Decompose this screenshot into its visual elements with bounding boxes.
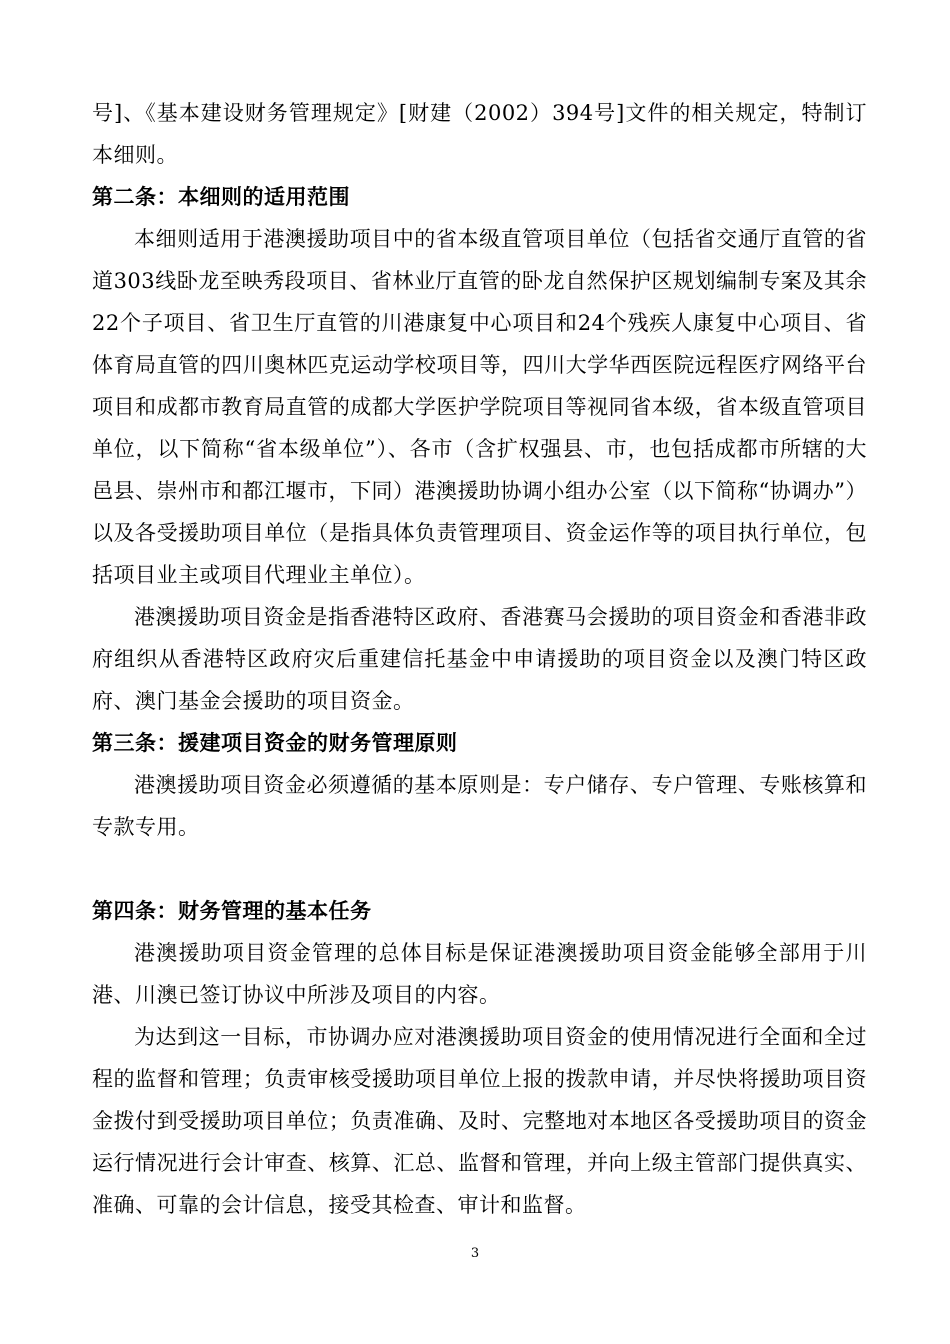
paragraph-intro-continuation: 号]、《基本建设财务管理规定》[财建（2002）394号]文件的相关规定，特制订本细则。 <box>92 101 867 167</box>
article-4-paragraph-goal: 港澳援助项目资金管理的总体目标是保证港澳援助项目资金能够全部用于川港、川澳已签订协议中所涉及项目的内容。 <box>92 941 867 1007</box>
page-number: 3 <box>470 1246 480 1261</box>
article-2-paragraph-scope: 本细则适用于港澳援助项目中的省本级直管项目单位（包括省交通厅直管的省道303线卧龙至映秀段项目、省林业厅直管的卧龙自然保护区规划编制专案及其余22个子项目、省卫生厅直管的川港康复中心项目和24个残疾人康复中心项目、省体育局直管的四川奥林匹克运动学校项目等，四川大学华西医院远程医疗网络平台项目和成都市教育局直管的成都大学医护学院项目等视同省本级，省本级直管项目单位，以下简称“省本级单位”）、各市（含扩权强县、市，也包括成都市所辖的大邑县、崇州市和都江堰市，下同）港澳援助协调小组办公室（以下简称“协调办”）以及各受援助项目单位（是指具体负责管理项目、资金运作等的项目执行单位，包括项目业主或项目代理业主单位）。 <box>92 227 867 587</box>
article-4-heading: 第四条：财务管理的基本任务 <box>92 898 372 923</box>
article-2-paragraph-funds-definition: 港澳援助项目资金是指香港特区政府、香港赛马会援助的项目资金和香港非政府组织从香港特区政府灾后重建信托基金中申请援助的项目资金以及澳门特区政府、澳门基金会援助的项目资金。 <box>92 605 867 713</box>
article-3-heading: 第三条：援建项目资金的财务管理原则 <box>92 730 458 755</box>
blank-line <box>92 848 867 890</box>
document-body <box>92 92 867 1226</box>
article-3-paragraph-principles: 港澳援助项目资金必须遵循的基本原则是：专户储存、专户管理、专账核算和专款专用。 <box>92 773 867 839</box>
article-4-paragraph-duties: 为达到这一目标，市协调办应对港澳援助项目资金的使用情况进行全面和全过程的监督和管理；负责审核受援助项目单位上报的拨款申请，并尽快将援助项目资金拨付到受援助项目单位；负责准确、及时、完整地对本地区各受援助项目的资金运行情况进行会计审查、核算、汇总、监督和管理，并向上级主管部门提供真实、准确、可靠的会计信息，接受其检查、审计和监督。 <box>92 1025 867 1217</box>
article-2-heading: 第二条：本细则的适用范围 <box>92 184 350 209</box>
